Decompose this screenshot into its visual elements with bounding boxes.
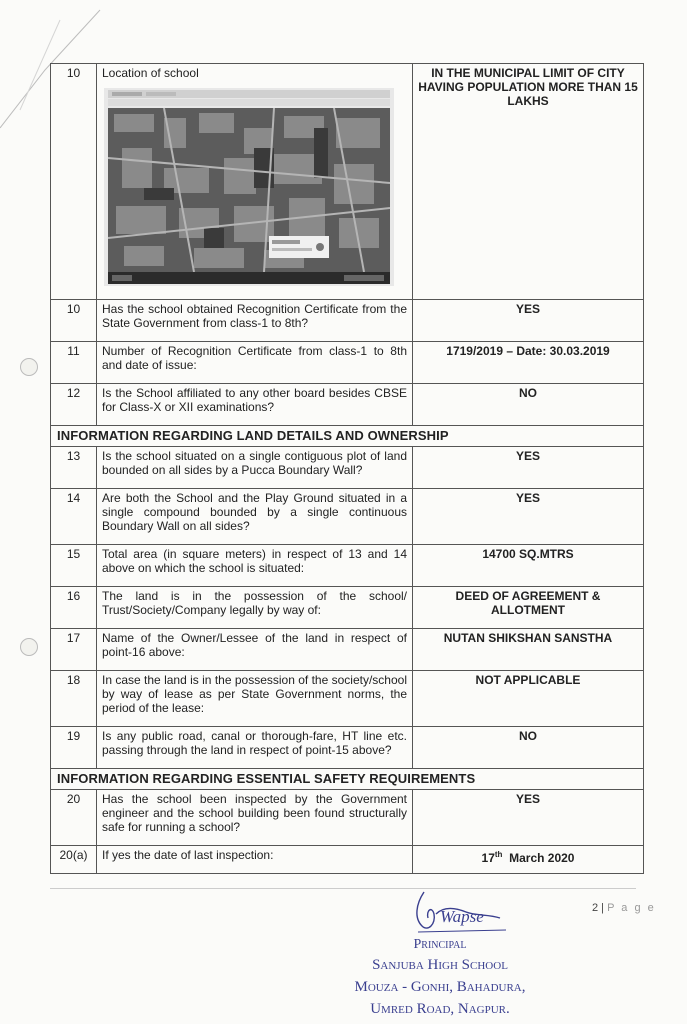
row-number: 14 [51,489,97,545]
row-answer: YES [413,790,644,846]
row-question [97,64,413,300]
table-row [51,489,644,545]
table-row [51,64,644,300]
school-details-table [50,63,644,874]
stamp-line-2: Sanjuba High School [372,957,508,973]
section-title: INFORMATION REGARDING LAND DETAILS AND OWNERSHIP [51,426,644,447]
inspection-day-suffix: th [494,850,503,859]
row-answer: NUTAN SHIKSHAN SANSTHA [413,629,644,671]
row-question: Has the school been inspected by the Government engineer and the school building been found structurally safe for running a school? [97,790,413,846]
table-row [51,790,644,846]
row-question: Is the School affiliated to any other board besides CBSE for Class-X or XII examinations? [97,384,413,426]
table-row [51,447,644,489]
row-answer: NO [413,384,644,426]
row-number: 13 [51,447,97,489]
row-question: The land is in the possession of the school/ Trust/Society/Company legally by way of: [97,587,413,629]
row-question: Is the school situated on a single contiguous plot of land bounded on all sides by a Pucca Boundary Wall? [97,447,413,489]
stamp-line-3: Mouza - Gonhi, Bahadura, [354,979,526,995]
table-row [51,300,644,342]
row-number: 16 [51,587,97,629]
row-question: Total area (in square meters) in respect of 13 and 14 above on which the school is situated: [97,545,413,587]
row-number: 10 [51,64,97,300]
row-answer: 14700 SQ.MTRS [413,545,644,587]
row-answer: 1719/2019 – Date: 30.03.2019 [413,342,644,384]
satellite-map-image [104,88,394,286]
row-answer: IN THE MUNICIPAL LIMIT OF CITY HAVING POPULATION MORE THAN 15 LAKHS [413,64,644,300]
row-answer: NOT APPLICABLE [413,671,644,727]
table-row [51,846,644,874]
page-footer: 2 | P a g e [592,902,656,914]
table-row [51,587,644,629]
page-number: 2 [592,902,599,914]
signature-text: Wapse [440,907,484,926]
table-row [51,671,644,727]
row-answer [413,846,644,874]
row-answer: DEED OF AGREEMENT & ALLOTMENT [413,587,644,629]
stamp-line-1: Principal [413,937,467,952]
inspection-day: 17 [481,851,495,865]
section-title: INFORMATION REGARDING ESSENTIAL SAFETY REQUIREMENTS [51,769,644,790]
punch-hole-bottom [20,638,38,656]
row-question: Number of Recognition Certificate from class-1 to 8th and date of issue: [97,342,413,384]
row-number: 11 [51,342,97,384]
row-question: Are both the School and the Play Ground situated in a single compound bounded by a single continuous Boundary Wall on all sides? [97,489,413,545]
row-number: 12 [51,384,97,426]
question-text: Location of school [102,66,199,80]
inspection-month-year: March 2020 [509,851,575,865]
row-number: 15 [51,545,97,587]
principal-stamp [330,936,550,1020]
row-number: 17 [51,629,97,671]
table-row [51,545,644,587]
table-row [51,727,644,769]
row-number: 18 [51,671,97,727]
section-header-safety [51,769,644,790]
stamp-line-4: Umred Road, Nagpur. [370,1001,510,1017]
row-question: Is any public road, canal or thorough-fare, HT line etc. passing through the land in respect of point-15 above? [97,727,413,769]
row-number: 19 [51,727,97,769]
row-number: 10 [51,300,97,342]
row-question: In case the land is in the possession of the society/school by way of lease as per State Government norms, the period of the lease: [97,671,413,727]
punch-hole-top [20,358,38,376]
row-number: 20 [51,790,97,846]
row-question: Name of the Owner/Lessee of the land in respect of point-16 above: [97,629,413,671]
table-row [51,342,644,384]
page-label: P a g e [607,902,656,914]
table-row [51,384,644,426]
footer-divider [50,888,636,889]
row-answer: NO [413,727,644,769]
row-number: 20(a) [51,846,97,874]
row-question: If yes the date of last inspection: [97,846,413,874]
row-question: Has the school obtained Recognition Certificate from the State Government from class-1 to 8th? [97,300,413,342]
row-answer: YES [413,300,644,342]
section-header-land [51,426,644,447]
row-answer: YES [413,447,644,489]
table-row [51,629,644,671]
row-answer: YES [413,489,644,545]
